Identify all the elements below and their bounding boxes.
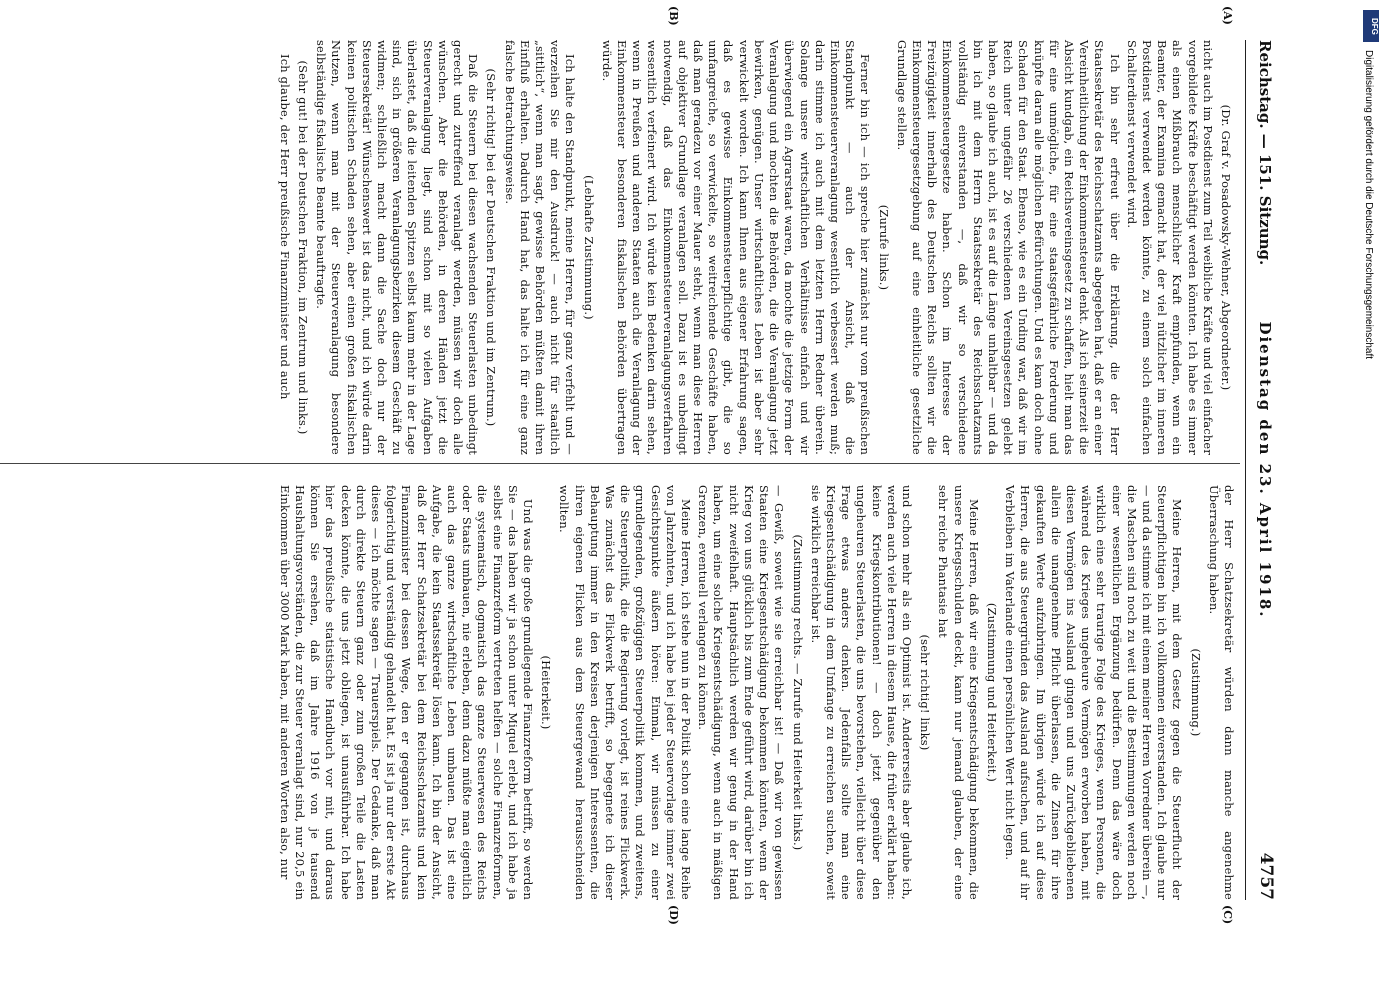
paragraph: Meine Herren, daß wir eine Kriegsentschädigung bekommen, die unsere Kriegsschulden deckt, kann nur jemand glauben, der eine sehr reiche Phantasie hat: [936, 485, 981, 900]
paragraph: — Gewiß, soweit wie sie erreichbar ist! — Daß wir von gewissen Staaten eine Kriegsentschädigung bekommen könnten, wenn der Krieg von uns glücklich bis zum Ende geführt wird, darüber bin ich nicht zweifelhaft. Hauptsächlich werden wir genug in der Hand haben, um eine solche Kriegsentschädigung, wenn auch in mäßigen Grenzen, eventuell verlangen zu können.: [696, 485, 787, 900]
interjection: (Lebhafte Zustimmung.): [581, 175, 596, 320]
paragraph: Und was die große grundlegende Finanzreform betrifft, so werden Sie — das haben wir ja schon unter Miquel erlebt, und ich habe ja selbst eine Finanzreform vertreten helfen — solche Finanzreformen, die systematisch, dogmatisch das ganze Steuerwesen des Reichs oder Staats umbauen, nie erleben, denn dazu müßte man eigentlich auch das ganze wirtschaftliche Leben umbauen. Das ist eine Aufgabe, die kein Staatssekretär lösen kann. Ich bin der Ansicht, daß der Herr Schatzsekretär bei dem Reichsschatzamts und kein Finanzminister bei dessen Wege, den er gegangen ist, durchaus folgerichtig und verständig gehandelt hat. Es ist ja nur der erste Akt dieses — ich möchte sagen — Trauerspiels. Der Gedanke, daß man durch direkte Steuern ganz oder zum großen Teile die Lasten decken könnte, die uns jetzt obliegen, ist unausführbar. Ich habe hier das preußische statistische Handbuch vor mit, und daraus können Sie ersehen, daß im Jahre 1916 von je tausend Haushaltungsvorständen, die zur Steuer veranlagt sind, nur 20,5 ein Einkommen über 3000 Mark haben, mit anderen Worten also, nur: [277, 485, 536, 900]
paragraph: Meine Herren, mit dem Gesetz gegen die Steuerflucht der Steuerpflichtigen bin ich vollkommen einverstanden. Ich glaube nur — und da stimme ich mit einem meiner Herren Vorredner überein —, die Maschen sind noch zu weit und die Bestimmungen werden noch einer wesentlichen Ergänzung bedürfen. Denn das wäre doch wirklich eine sehr traurige Folge des Krieges, wenn Personen, die während des Krieges ungeheure Vermögen erworben haben, mit diesen Vermögen ins Ausland gingen und uns Zurückgebliebenen allein die unangenehme Pflicht überlassen, die Zinsen für ihre gekauften Werte aufzubringen. Im übrigen würde ich auf diese Herren, die aus Steuergründen das Ausland aufsuchen, und auf ihr Verbleiben im Vaterlande einen persönlichen Wert nicht legen.: [1003, 485, 1185, 900]
interjection: (Heiterkeit.): [539, 655, 554, 730]
header-left: Reichstag. — 151. Sitzung.: [1256, 40, 1274, 266]
paragraph: und schon mehr als ein Optimist ist. Andererseits aber glaube ich, werden auch viele Herren in diesem Hause, die früher erklärt haben: keine Kriegskontributionen! — doch jetzt gegenüber den ungeheuren Steuerlasten, die uns bevorstehen, vielleicht über diese Frage etwas anders denken. Jedenfalls sollte man eine Kriegsentschädigung in dem Umfange zu erreichen suchen, soweit sie wirklich erreichbar ist.: [808, 485, 914, 900]
paragraph: Ich halte den Standpunkt, meine Herren, für ganz verfehlt und — verzeihen Sie mir den Ausdruck! — auch nicht für staatlich „sittlich“, wenn man sagt, gewisse Behörden müßten damit ihren Einfluß erhalten. Dadurch Hand hat, das halte ich für eine ganz falsche Betrachtungsweise.: [502, 40, 578, 455]
page-header: [1250, 40, 1280, 900]
margin-mark-a: (A): [1221, 6, 1234, 25]
left-column: [275, 40, 1236, 455]
paragraph: Daß die Steuern bei diesen wachsenden Steuerlasten unbedingt gerecht und zutreffend veranlagt werden, müssen wir doch alle wünschen. Aber die Behörden, in deren Händen jetzt die Steuerveranlagung liegt, sind schon mit so vielen Aufgaben überlastet, daß die leitenden Spitzen selbst kaum mehr in der Lage sind, sich in größeren Veranlagungsbezirken diesem Geschäft zu widmen; schließlich macht dann die Sache doch nur der Steuersekretär! Wünschenswert ist das nicht, und ich würde darin keinen politischen Schaden sehen, aber einen großen fiskalischen Nutzen, wenn man mit der Steuerveranlagung besondere selbständige fiskalische Beamte beauftragte.: [314, 40, 481, 455]
paragraph: Ich bin sehr erfreut über die Erklärung, die der Herr Staatssekretär des Reichsschatzamts abgegeben hat, daß er an einer Vereinheitlichung der Einkommensteuer denkt. Als ich seinerzeit die Absicht kundgab, ein Reichsvereinsgesetz zu schaffen, hielt man das für eine unmögliche, für eine staatsgefährliche Forderung und knüpfte daran alle möglichen Befürchtungen. Und es kam doch ohne Schaden für den Staat. Ebenso, wie es ein Unding war, daß wir im Reich unter ungefähr 26 verschiedenen Vereinsgesetzen gelebt haben, so glaube ich auch, ist es auf die Länge unhaltbar — und da bin ich mit dem Herrn Staatssekretär des Reichsschatzamts vollständig einverstanden —, daß wir so verschiedene Einkommensteuergesetze haben. Schon im Interesse der Freizügigkeit innerhalb des Deutschen Reichs sollten wir die Einkommensteuergesetzgebung auf eine einheitliche gesetzliche Grundlage stellen.: [894, 40, 1122, 455]
paragraph: der Herr Schatzsekretär würden dann manche angenehme Überraschung haben.: [1206, 485, 1236, 900]
margin-mark-d: (D): [667, 905, 680, 925]
interjection: (Zurufe links.): [876, 204, 891, 291]
paragraph: nicht auch im Postdienst zum Teil weibliche Kräfte und viel einfacher vorgebildete Kräfte beschäftigt werden könnten. Ich habe es immer als einen Mißbrauch menschlicher Kraft empfunden, wenn ein Beamter, der Examina gemacht hat, der viel nützlicher im inneren Postdienst verwendet werden könnte, zu einem solch einfachen Schalterdienst verwendet wird.: [1124, 40, 1215, 455]
interjection: (Zustimmung und Heiterkeit.): [984, 602, 999, 783]
interjection: (Zustimmung rechts. — Zurufe und Heiterkeit links.): [790, 534, 805, 851]
interjection: (Zustimmung.): [1188, 648, 1203, 737]
digitization-note: Digitalisierung gefördert durch die Deutsche Forschungsgemeinschaft: [1363, 50, 1374, 360]
header-rule: [1245, 40, 1246, 900]
speaker-line: (Dr. Graf v. Posadowsky-Wehner, Abgeordneter.): [1219, 104, 1233, 391]
margin-mark-b: (B): [667, 6, 680, 26]
page-number: 4757: [1256, 852, 1276, 900]
paragraph: Meine Herren, ich stehe nun in der Politik schon eine lange Reihe von Jahrzehnten, und ich habe bei jeder Steuervorlage immer zwei Gesichtspunkte äußern hören: Einmal, wir müssen zu einer grundlegenden, großzügigen Steuerpolitik kommen, und zweitens, die Steuerpolitik, die die Regierung vorlegt, ist reines Flickwerk. Was zunächst das Flickwerk betrifft, so begegnete ich dieser Behauptung immer in den Kreisen derjenigen Interessenten, die ihren eigenen Flicken aus dem Steuergewand herausschneiden wollten.: [557, 485, 694, 900]
column-rule: [0, 463, 1240, 464]
right-column: [275, 485, 1236, 900]
header-date: Dienstag den 23. April 1918.: [1256, 321, 1274, 619]
interjection: (Sehr richtig! bei der Deutschen Fraktion und im Zentrum.): [484, 68, 499, 427]
paragraph: Ferner bin ich — ich spreche hier zunächst nur vom preußischen Standpunkt — auch der Ansicht, daß die Einkommensteuerveranlagung wesentlich verbessert werden muß; darin stimme ich auch mit dem letzten Herrn Redner überein. Solange unsere wirtschaftlichen Verhältnisse einfach und wir überwiegend ein Agrarstaat waren, da mochte die jetzige Form der Veranlagung und mochten die Behörden, die die Veranlagung jetzt bewirken, genügen. Unser wirtschaftliches Leben ist aber sehr verwickelt worden. Ich kann Ihnen aus eigener Erfahrung sagen, daß es gewisse Einkommensteuerpflichtige gibt, die so umfangreiche, so verwickelte, so weitreichende Geschäfte haben, daß man geradezu vor einer Mauer steht, wenn man diese Herren auf objektiver Grundlage veranlagen soll. Dazu ist es unbedingt notwendig, daß das Einkommensteuerveranlagungsverfahren wesentlich verfeinert wird. Ich würde kein Bedenken darin sehen, wenn in Preußen und anderen Staaten auch die Veranlagung der Einkommensteuer besonderen fiskalischen Behörden übertragen würde.: [599, 40, 873, 455]
interjection: (sehr richtig! links): [918, 634, 933, 751]
interjection: (Sehr gut! bei der Deutschen Fraktion, im Zentrum und links.): [296, 60, 311, 435]
paragraph: Ich glaube, der Herr preußische Finanzminister und auch: [277, 54, 292, 400]
margin-mark-c: (C): [1221, 905, 1234, 925]
dfg-logo: DFG: [1363, 10, 1379, 42]
digitization-sidebar: [1363, 10, 1379, 990]
